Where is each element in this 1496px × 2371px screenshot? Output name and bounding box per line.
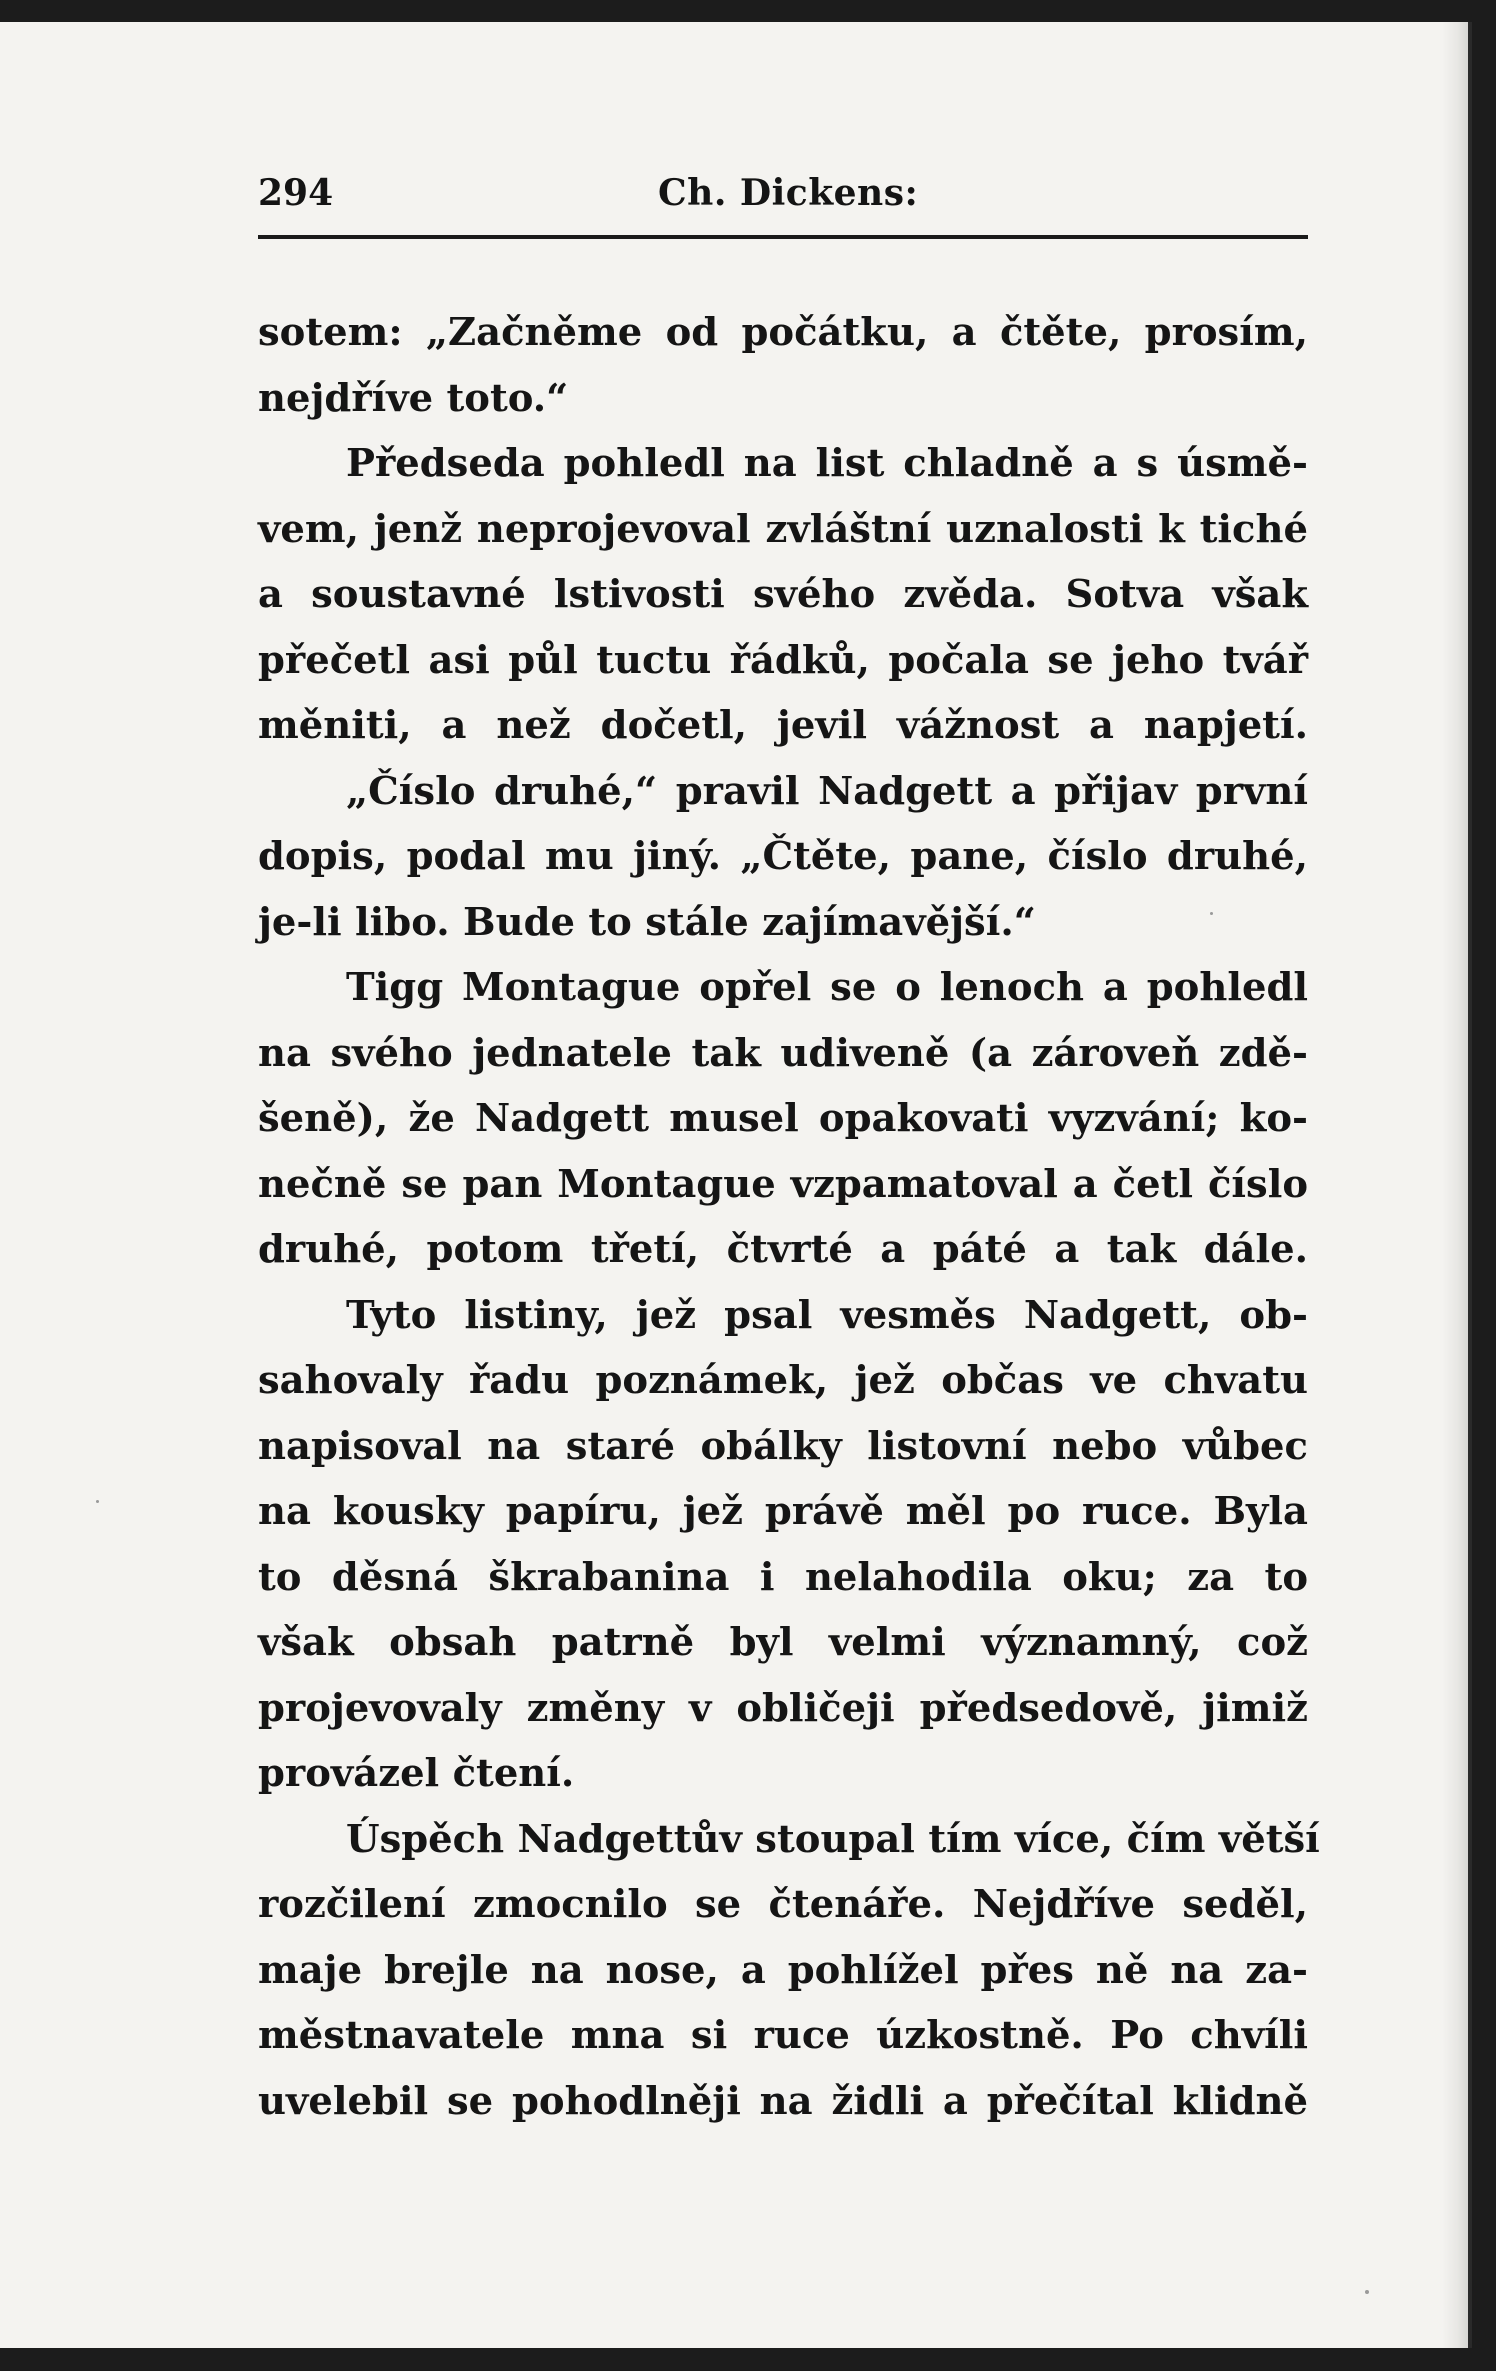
text-line: provázel čtení.: [258, 1751, 575, 1796]
text-line: Tigg Montague opřel se o lenoch a pohledl: [346, 965, 1308, 1010]
text-line: je-li libo. Bude to stále zajímavější.“: [258, 899, 1036, 945]
page-header: [258, 172, 1308, 232]
text-line: maje brejle na nose, a pohlížel přes ně na za-: [258, 1947, 1308, 1993]
text-line: na kousky papíru, jež právě měl po ruce. Byla: [258, 1489, 1308, 1534]
text-line: uvelebil se pohodlněji na židli a přečítal klidně: [258, 2078, 1308, 2124]
text-line: rozčilení zmocnilo se čtenáře. Nejdříve seděl,: [258, 1882, 1308, 1927]
text-line: šeně), že Nadgett musel opakovati vyzvání; ko-: [258, 1096, 1308, 1141]
text-line: Předseda pohledl na list chladně a s úsmě-: [346, 441, 1308, 486]
paragraph: [258, 1283, 1308, 1807]
text-line: sahovaly řadu poznámek, jež občas ve chvatu: [258, 1358, 1308, 1403]
paper-speck: [1210, 912, 1213, 915]
body-text: [258, 300, 1320, 2134]
text-line: městnavatele mna si ruce úzkostně. Po chvíli: [258, 2013, 1308, 2058]
paragraph: [258, 955, 1308, 1283]
text-line: měniti, a než dočetl, jevil vážnost a napjetí.: [258, 703, 1308, 748]
text-line: Úspěch Nadgettův stoupal tím více, čím větší: [346, 1816, 1320, 1862]
text-line: nečně se pan Montague vzpamatoval a četl číslo: [258, 1161, 1308, 1207]
text-line: nejdříve toto.“: [258, 375, 569, 421]
header-rule: [258, 235, 1308, 239]
text-line: však obsah patrně byl velmi významný, což: [258, 1620, 1308, 1665]
text-line: a soustavné lstivosti svého zvěda. Sotva však: [258, 572, 1308, 617]
text-line: Tyto listiny, jež psal vesměs Nadgett, ob-: [346, 1292, 1308, 1338]
text-line: „Číslo druhé,“ pravil Nadgett a přijav první: [346, 768, 1308, 814]
text-line: to děsná škrabanina i nelahodila oku; za to: [258, 1554, 1308, 1600]
text-line: druhé, potom třetí, čtvrté a páté a tak dále.: [258, 1227, 1308, 1272]
text-line: přečetl asi půl tuctu řádků, počala se jeho tvář: [258, 637, 1308, 683]
paper-speck: [1365, 2290, 1369, 2294]
paragraph: [258, 431, 1308, 759]
text-line: vem, jenž neprojevoval zvláštní uznalosti k tiché: [258, 506, 1308, 552]
text-line: dopis, podal mu jiný. „Čtěte, pane, číslo druhé,: [258, 834, 1308, 879]
running-head: Ch. Dickens:: [658, 172, 919, 214]
page-edge-shadow: [1442, 22, 1468, 2348]
paragraph: [258, 300, 1308, 431]
text-line: projevovaly změny v obličeji předsedově, jimiž: [258, 1685, 1308, 1731]
text-line: sotem: „Začněme od počátku, a čtěte, prosím,: [258, 310, 1308, 355]
page-number: 294: [258, 172, 334, 214]
text-line: napisoval na staré obálky listovní nebo vůbec: [258, 1423, 1308, 1469]
paragraph: [258, 1807, 1320, 2135]
paragraph: [258, 759, 1308, 956]
text-line: na svého jednatele tak udiveně (a zároveň zdě-: [258, 1030, 1308, 1076]
paper-speck: [96, 1500, 99, 1503]
